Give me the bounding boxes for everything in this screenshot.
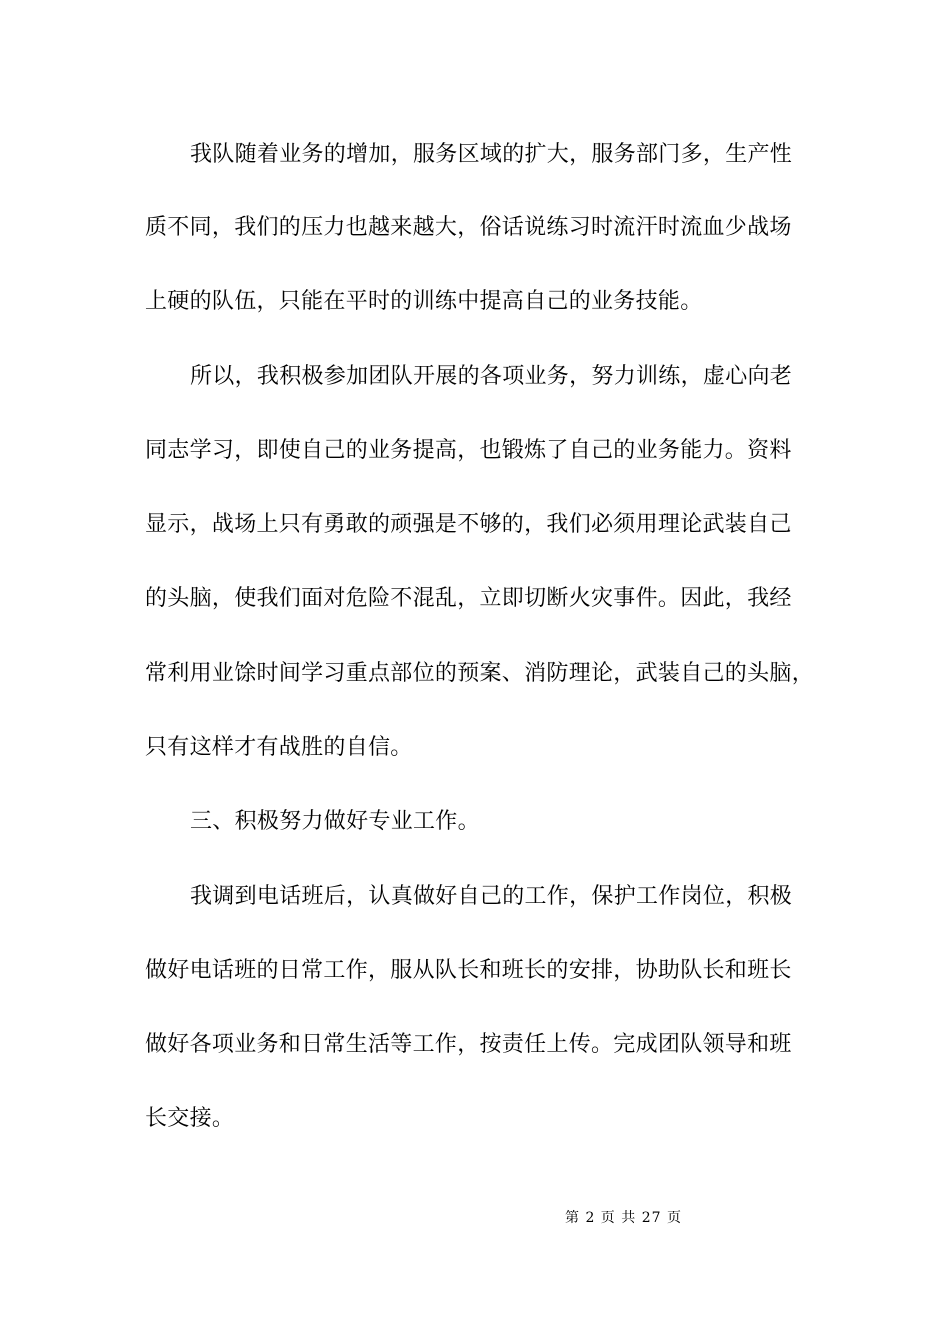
paragraph-2-line-1: 所以，我积极参加团队开展的各项业务，努力训练，虚心向老 xyxy=(190,364,793,389)
paragraph-2-line-5: 常利用业馀时间学习重点部位的预案、消防理论，武装自己的头脑， xyxy=(145,661,815,686)
paragraph-3-line-1: 我调到电话班后，认真做好自己的工作，保护工作岗位，积极 xyxy=(190,884,793,909)
paragraph-3-line-3: 做好各项业务和日常生活等工作，按责任上传。完成团队领导和班 xyxy=(145,1032,792,1057)
section-heading: 三、积极努力做好专业工作。 xyxy=(190,809,480,834)
page-number-footer: 第 2 页 共 27 页 xyxy=(565,1210,682,1226)
paragraph-2-line-6: 只有这样才有战胜的自信。 xyxy=(145,735,413,760)
paragraph-3-line-2: 做好电话班的日常工作，服从队长和班长的安排，协助队长和班长 xyxy=(145,958,792,983)
paragraph-2-line-4: 的头脑，使我们面对危险不混乱，立即切断火灾事件。因此，我经 xyxy=(145,586,792,611)
paragraph-1-line-2: 质不同，我们的压力也越来越大，俗话说练习时流汗时流血少战场 xyxy=(145,215,792,240)
paragraph-2-line-2: 同志学习，即使自己的业务提高，也锻炼了自己的业务能力。资料 xyxy=(145,438,792,463)
paragraph-1-line-3: 上硬的队伍，只能在平时的训练中提高自己的业务技能。 xyxy=(145,289,703,314)
paragraph-3-line-4: 长交接。 xyxy=(145,1106,235,1131)
paragraph-1-line-1: 我队随着业务的增加，服务区域的扩大，服务部门多，生产性 xyxy=(190,142,793,167)
paragraph-2-line-3: 显示，战场上只有勇敢的顽强是不够的，我们必须用理论武装自己 xyxy=(145,512,792,537)
